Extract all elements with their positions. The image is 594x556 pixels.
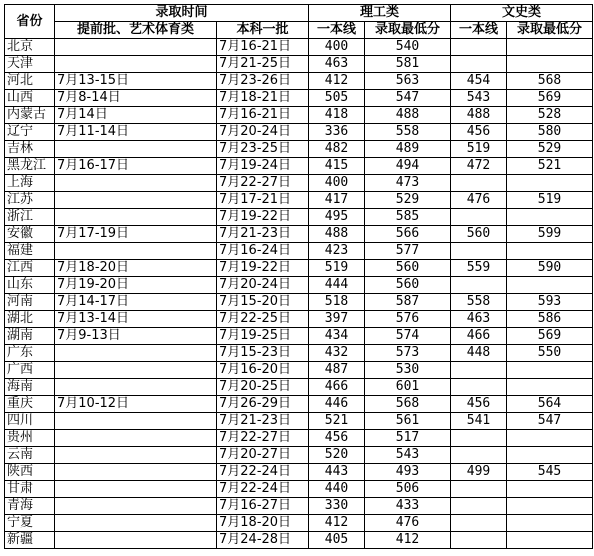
arts-line-cell bbox=[451, 532, 507, 549]
early-batch-cell bbox=[55, 515, 217, 532]
arts-min-cell bbox=[507, 481, 593, 498]
arts-min-cell: 529 bbox=[507, 141, 593, 158]
province-cell: 广东 bbox=[5, 345, 55, 362]
arts-min-cell bbox=[507, 430, 593, 447]
early-batch-cell bbox=[55, 498, 217, 515]
science-line-cell: 415 bbox=[309, 158, 365, 175]
science-min-cell: 574 bbox=[365, 328, 451, 345]
science-line-cell: 330 bbox=[309, 498, 365, 515]
table-row bbox=[5, 175, 593, 192]
arts-min-cell: 528 bbox=[507, 107, 593, 124]
table-row bbox=[5, 515, 593, 532]
science-min-cell: 587 bbox=[365, 294, 451, 311]
science-min-cell: 585 bbox=[365, 209, 451, 226]
science-line-cell: 412 bbox=[309, 515, 365, 532]
table-row bbox=[5, 260, 593, 277]
arts-line-cell bbox=[451, 209, 507, 226]
early-batch-cell bbox=[55, 243, 217, 260]
arts-min-cell: 568 bbox=[507, 73, 593, 90]
arts-line-cell: 456 bbox=[451, 396, 507, 413]
arts-line-cell: 488 bbox=[451, 107, 507, 124]
science-line-cell: 417 bbox=[309, 192, 365, 209]
arts-line-cell: 541 bbox=[451, 413, 507, 430]
science-line-cell: 434 bbox=[309, 328, 365, 345]
early-batch-cell: 7月9-13日 bbox=[55, 328, 217, 345]
arts-line-cell: 499 bbox=[451, 464, 507, 481]
arts-line-cell: 463 bbox=[451, 311, 507, 328]
arts-line-cell: 558 bbox=[451, 294, 507, 311]
table-row bbox=[5, 158, 593, 175]
arts-line-cell bbox=[451, 277, 507, 294]
arts-line-cell: 560 bbox=[451, 226, 507, 243]
science-line-cell: 518 bbox=[309, 294, 365, 311]
science-line-cell: 495 bbox=[309, 209, 365, 226]
science-line-cell: 444 bbox=[309, 277, 365, 294]
science-min-cell: 506 bbox=[365, 481, 451, 498]
first-batch-cell: 7月24-28日 bbox=[217, 532, 309, 549]
science-line-cell: 466 bbox=[309, 379, 365, 396]
province-cell: 甘肃 bbox=[5, 481, 55, 498]
arts-line-cell: 466 bbox=[451, 328, 507, 345]
arts-line-cell bbox=[451, 175, 507, 192]
province-cell: 上海 bbox=[5, 175, 55, 192]
first-batch-cell: 7月18-21日 bbox=[217, 90, 309, 107]
arts-min-cell bbox=[507, 39, 593, 56]
first-batch-cell: 7月15-23日 bbox=[217, 345, 309, 362]
early-batch-cell bbox=[55, 532, 217, 549]
science-line-cell: 482 bbox=[309, 141, 365, 158]
table-row bbox=[5, 464, 593, 481]
table-row bbox=[5, 277, 593, 294]
first-batch-cell: 7月19-22日 bbox=[217, 260, 309, 277]
arts-line-cell: 454 bbox=[451, 73, 507, 90]
province-header: 省份 bbox=[5, 5, 55, 39]
table-row bbox=[5, 294, 593, 311]
table-row bbox=[5, 447, 593, 464]
early-batch-cell bbox=[55, 362, 217, 379]
province-cell: 浙江 bbox=[5, 209, 55, 226]
science-min-cell: 577 bbox=[365, 243, 451, 260]
first-batch-cell: 7月21-23日 bbox=[217, 226, 309, 243]
table-row bbox=[5, 124, 593, 141]
table-row bbox=[5, 311, 593, 328]
province-cell: 山东 bbox=[5, 277, 55, 294]
arts-line-cell: 559 bbox=[451, 260, 507, 277]
arts-min-cell bbox=[507, 447, 593, 464]
science-min-cell: 540 bbox=[365, 39, 451, 56]
science-min-cell: 530 bbox=[365, 362, 451, 379]
first-batch-cell: 7月21-25日 bbox=[217, 56, 309, 73]
table-row bbox=[5, 328, 593, 345]
first-batch-cell: 7月18-20日 bbox=[217, 515, 309, 532]
province-cell: 河南 bbox=[5, 294, 55, 311]
science-line-cell: 505 bbox=[309, 90, 365, 107]
science-min-cell: 573 bbox=[365, 345, 451, 362]
science-min-cell: 476 bbox=[365, 515, 451, 532]
early-batch-cell bbox=[55, 192, 217, 209]
arts-min-cell bbox=[507, 243, 593, 260]
first-batch-cell: 7月16-21日 bbox=[217, 39, 309, 56]
header-row-2 bbox=[5, 22, 593, 39]
science-line-cell: 400 bbox=[309, 175, 365, 192]
first-batch-cell: 7月20-25日 bbox=[217, 379, 309, 396]
province-cell: 吉林 bbox=[5, 141, 55, 158]
arts-min-cell bbox=[507, 498, 593, 515]
first-batch-cell: 7月21-23日 bbox=[217, 413, 309, 430]
province-cell: 海南 bbox=[5, 379, 55, 396]
table-row bbox=[5, 107, 593, 124]
early-batch-cell: 7月10-12日 bbox=[55, 396, 217, 413]
first-batch-cell: 7月23-25日 bbox=[217, 141, 309, 158]
province-cell: 陕西 bbox=[5, 464, 55, 481]
science-min-cell: 560 bbox=[365, 260, 451, 277]
science-min-cell: 547 bbox=[365, 90, 451, 107]
arts-min-cell: 569 bbox=[507, 328, 593, 345]
early-batch-cell bbox=[55, 481, 217, 498]
first-batch-cell: 7月20-27日 bbox=[217, 447, 309, 464]
science-line-cell: 405 bbox=[309, 532, 365, 549]
arts-min-cell: 519 bbox=[507, 192, 593, 209]
science-min-cell: 412 bbox=[365, 532, 451, 549]
early-batch-cell: 7月18-20日 bbox=[55, 260, 217, 277]
early-batch-cell bbox=[55, 379, 217, 396]
province-cell: 云南 bbox=[5, 447, 55, 464]
province-cell: 辽宁 bbox=[5, 124, 55, 141]
first-batch-cell: 7月16-21日 bbox=[217, 107, 309, 124]
science-min-cell: 489 bbox=[365, 141, 451, 158]
province-cell: 重庆 bbox=[5, 396, 55, 413]
science-line-cell: 397 bbox=[309, 311, 365, 328]
province-cell: 湖北 bbox=[5, 311, 55, 328]
arts-line-cell: 543 bbox=[451, 90, 507, 107]
table-row bbox=[5, 226, 593, 243]
table-row bbox=[5, 396, 593, 413]
first-batch-cell: 7月19-24日 bbox=[217, 158, 309, 175]
science-min-cell: 576 bbox=[365, 311, 451, 328]
early-batch-cell bbox=[55, 209, 217, 226]
science-min-cell: 473 bbox=[365, 175, 451, 192]
early-batch-cell: 7月14-17日 bbox=[55, 294, 217, 311]
arts-min-cell: 550 bbox=[507, 345, 593, 362]
arts-line-cell bbox=[451, 39, 507, 56]
arts-line-cell: 476 bbox=[451, 192, 507, 209]
science-line-header: 一本线 bbox=[309, 22, 365, 39]
arts-line-cell bbox=[451, 498, 507, 515]
science-line-cell: 446 bbox=[309, 396, 365, 413]
early-batch-cell bbox=[55, 345, 217, 362]
science-min-cell: 493 bbox=[365, 464, 451, 481]
province-cell: 湖南 bbox=[5, 328, 55, 345]
science-min-cell: 529 bbox=[365, 192, 451, 209]
table-row bbox=[5, 362, 593, 379]
science-min-cell: 581 bbox=[365, 56, 451, 73]
arts-min-cell bbox=[507, 532, 593, 549]
early-batch-cell: 7月17-19日 bbox=[55, 226, 217, 243]
arts-line-cell bbox=[451, 430, 507, 447]
arts-min-cell bbox=[507, 277, 593, 294]
province-cell: 天津 bbox=[5, 56, 55, 73]
first-batch-cell: 7月22-27日 bbox=[217, 430, 309, 447]
first-batch-cell: 7月19-22日 bbox=[217, 209, 309, 226]
province-cell: 青海 bbox=[5, 498, 55, 515]
arts-min-cell bbox=[507, 56, 593, 73]
arts-line-cell: 456 bbox=[451, 124, 507, 141]
science-line-cell: 412 bbox=[309, 73, 365, 90]
first-batch-cell: 7月22-25日 bbox=[217, 311, 309, 328]
first-batch-header: 本科一批 bbox=[217, 22, 309, 39]
first-batch-cell: 7月22-24日 bbox=[217, 481, 309, 498]
first-batch-cell: 7月15-20日 bbox=[217, 294, 309, 311]
science-min-cell: 543 bbox=[365, 447, 451, 464]
science-min-cell: 517 bbox=[365, 430, 451, 447]
table-row bbox=[5, 413, 593, 430]
arts-line-cell bbox=[451, 243, 507, 260]
arts-min-cell: 564 bbox=[507, 396, 593, 413]
admission-time-header: 录取时间 bbox=[55, 5, 309, 22]
early-batch-cell: 7月13-14日 bbox=[55, 311, 217, 328]
arts-min-cell: 545 bbox=[507, 464, 593, 481]
first-batch-cell: 7月22-27日 bbox=[217, 175, 309, 192]
table-row bbox=[5, 90, 593, 107]
admission-table bbox=[4, 4, 593, 549]
science-min-cell: 561 bbox=[365, 413, 451, 430]
arts-min-cell bbox=[507, 515, 593, 532]
early-batch-cell: 7月19-20日 bbox=[55, 277, 217, 294]
science-min-cell: 558 bbox=[365, 124, 451, 141]
arts-line-cell bbox=[451, 379, 507, 396]
province-cell: 新疆 bbox=[5, 532, 55, 549]
table-row bbox=[5, 481, 593, 498]
province-cell: 北京 bbox=[5, 39, 55, 56]
early-batch-cell: 7月11-14日 bbox=[55, 124, 217, 141]
science-min-header: 录取最低分 bbox=[365, 22, 451, 39]
science-line-cell: 336 bbox=[309, 124, 365, 141]
table-row bbox=[5, 532, 593, 549]
table-row bbox=[5, 141, 593, 158]
science-line-cell: 456 bbox=[309, 430, 365, 447]
early-batch-cell bbox=[55, 56, 217, 73]
table-row bbox=[5, 73, 593, 90]
province-cell: 黑龙江 bbox=[5, 158, 55, 175]
early-batch-cell bbox=[55, 464, 217, 481]
arts-line-cell: 472 bbox=[451, 158, 507, 175]
province-cell: 山西 bbox=[5, 90, 55, 107]
province-cell: 宁夏 bbox=[5, 515, 55, 532]
arts-line-cell bbox=[451, 481, 507, 498]
first-batch-cell: 7月20-24日 bbox=[217, 124, 309, 141]
early-batch-cell bbox=[55, 447, 217, 464]
science-line-cell: 521 bbox=[309, 413, 365, 430]
science-line-cell: 423 bbox=[309, 243, 365, 260]
early-batch-cell bbox=[55, 39, 217, 56]
early-batch-cell bbox=[55, 430, 217, 447]
early-batch-header: 提前批、艺术体育类 bbox=[55, 22, 217, 39]
science-header: 理工类 bbox=[309, 5, 451, 22]
science-min-cell: 494 bbox=[365, 158, 451, 175]
early-batch-cell bbox=[55, 141, 217, 158]
province-cell: 江西 bbox=[5, 260, 55, 277]
arts-line-header: 一本线 bbox=[451, 22, 507, 39]
province-cell: 内蒙古 bbox=[5, 107, 55, 124]
science-line-cell: 440 bbox=[309, 481, 365, 498]
early-batch-cell: 7月14日 bbox=[55, 107, 217, 124]
province-cell: 福建 bbox=[5, 243, 55, 260]
science-line-cell: 488 bbox=[309, 226, 365, 243]
arts-min-cell bbox=[507, 379, 593, 396]
arts-min-cell: 593 bbox=[507, 294, 593, 311]
arts-min-cell: 590 bbox=[507, 260, 593, 277]
table-row bbox=[5, 430, 593, 447]
science-min-cell: 601 bbox=[365, 379, 451, 396]
first-batch-cell: 7月26-29日 bbox=[217, 396, 309, 413]
first-batch-cell: 7月16-24日 bbox=[217, 243, 309, 260]
first-batch-cell: 7月16-27日 bbox=[217, 498, 309, 515]
table-row bbox=[5, 209, 593, 226]
province-cell: 四川 bbox=[5, 413, 55, 430]
early-batch-cell: 7月13-15日 bbox=[55, 73, 217, 90]
arts-min-cell: 521 bbox=[507, 158, 593, 175]
arts-min-cell: 569 bbox=[507, 90, 593, 107]
first-batch-cell: 7月23-26日 bbox=[217, 73, 309, 90]
arts-line-cell bbox=[451, 515, 507, 532]
early-batch-cell: 7月8-14日 bbox=[55, 90, 217, 107]
first-batch-cell: 7月16-20日 bbox=[217, 362, 309, 379]
province-cell: 河北 bbox=[5, 73, 55, 90]
arts-line-cell bbox=[451, 447, 507, 464]
first-batch-cell: 7月19-25日 bbox=[217, 328, 309, 345]
arts-header: 文史类 bbox=[451, 5, 593, 22]
science-line-cell: 400 bbox=[309, 39, 365, 56]
science-min-cell: 488 bbox=[365, 107, 451, 124]
table-row bbox=[5, 243, 593, 260]
province-cell: 安徽 bbox=[5, 226, 55, 243]
arts-min-cell: 599 bbox=[507, 226, 593, 243]
science-line-cell: 519 bbox=[309, 260, 365, 277]
science-line-cell: 520 bbox=[309, 447, 365, 464]
province-cell: 江苏 bbox=[5, 192, 55, 209]
arts-min-cell bbox=[507, 362, 593, 379]
science-line-cell: 432 bbox=[309, 345, 365, 362]
early-batch-cell bbox=[55, 413, 217, 430]
arts-min-header: 录取最低分 bbox=[507, 22, 593, 39]
early-batch-cell: 7月16-17日 bbox=[55, 158, 217, 175]
science-min-cell: 568 bbox=[365, 396, 451, 413]
science-min-cell: 560 bbox=[365, 277, 451, 294]
early-batch-cell bbox=[55, 175, 217, 192]
first-batch-cell: 7月22-24日 bbox=[217, 464, 309, 481]
arts-min-cell bbox=[507, 175, 593, 192]
arts-min-cell bbox=[507, 209, 593, 226]
table-row bbox=[5, 39, 593, 56]
science-line-cell: 443 bbox=[309, 464, 365, 481]
table-row bbox=[5, 192, 593, 209]
table-row bbox=[5, 379, 593, 396]
arts-line-cell bbox=[451, 362, 507, 379]
arts-line-cell: 448 bbox=[451, 345, 507, 362]
table-row bbox=[5, 498, 593, 515]
table-row bbox=[5, 56, 593, 73]
science-line-cell: 487 bbox=[309, 362, 365, 379]
province-cell: 贵州 bbox=[5, 430, 55, 447]
first-batch-cell: 7月20-24日 bbox=[217, 277, 309, 294]
science-min-cell: 433 bbox=[365, 498, 451, 515]
arts-min-cell: 547 bbox=[507, 413, 593, 430]
province-cell: 广西 bbox=[5, 362, 55, 379]
arts-line-cell bbox=[451, 56, 507, 73]
arts-min-cell: 580 bbox=[507, 124, 593, 141]
science-line-cell: 418 bbox=[309, 107, 365, 124]
arts-min-cell: 586 bbox=[507, 311, 593, 328]
first-batch-cell: 7月17-21日 bbox=[217, 192, 309, 209]
header-row-1 bbox=[5, 5, 593, 22]
table-row bbox=[5, 345, 593, 362]
science-min-cell: 566 bbox=[365, 226, 451, 243]
arts-line-cell: 519 bbox=[451, 141, 507, 158]
science-line-cell: 463 bbox=[309, 56, 365, 73]
science-min-cell: 563 bbox=[365, 73, 451, 90]
